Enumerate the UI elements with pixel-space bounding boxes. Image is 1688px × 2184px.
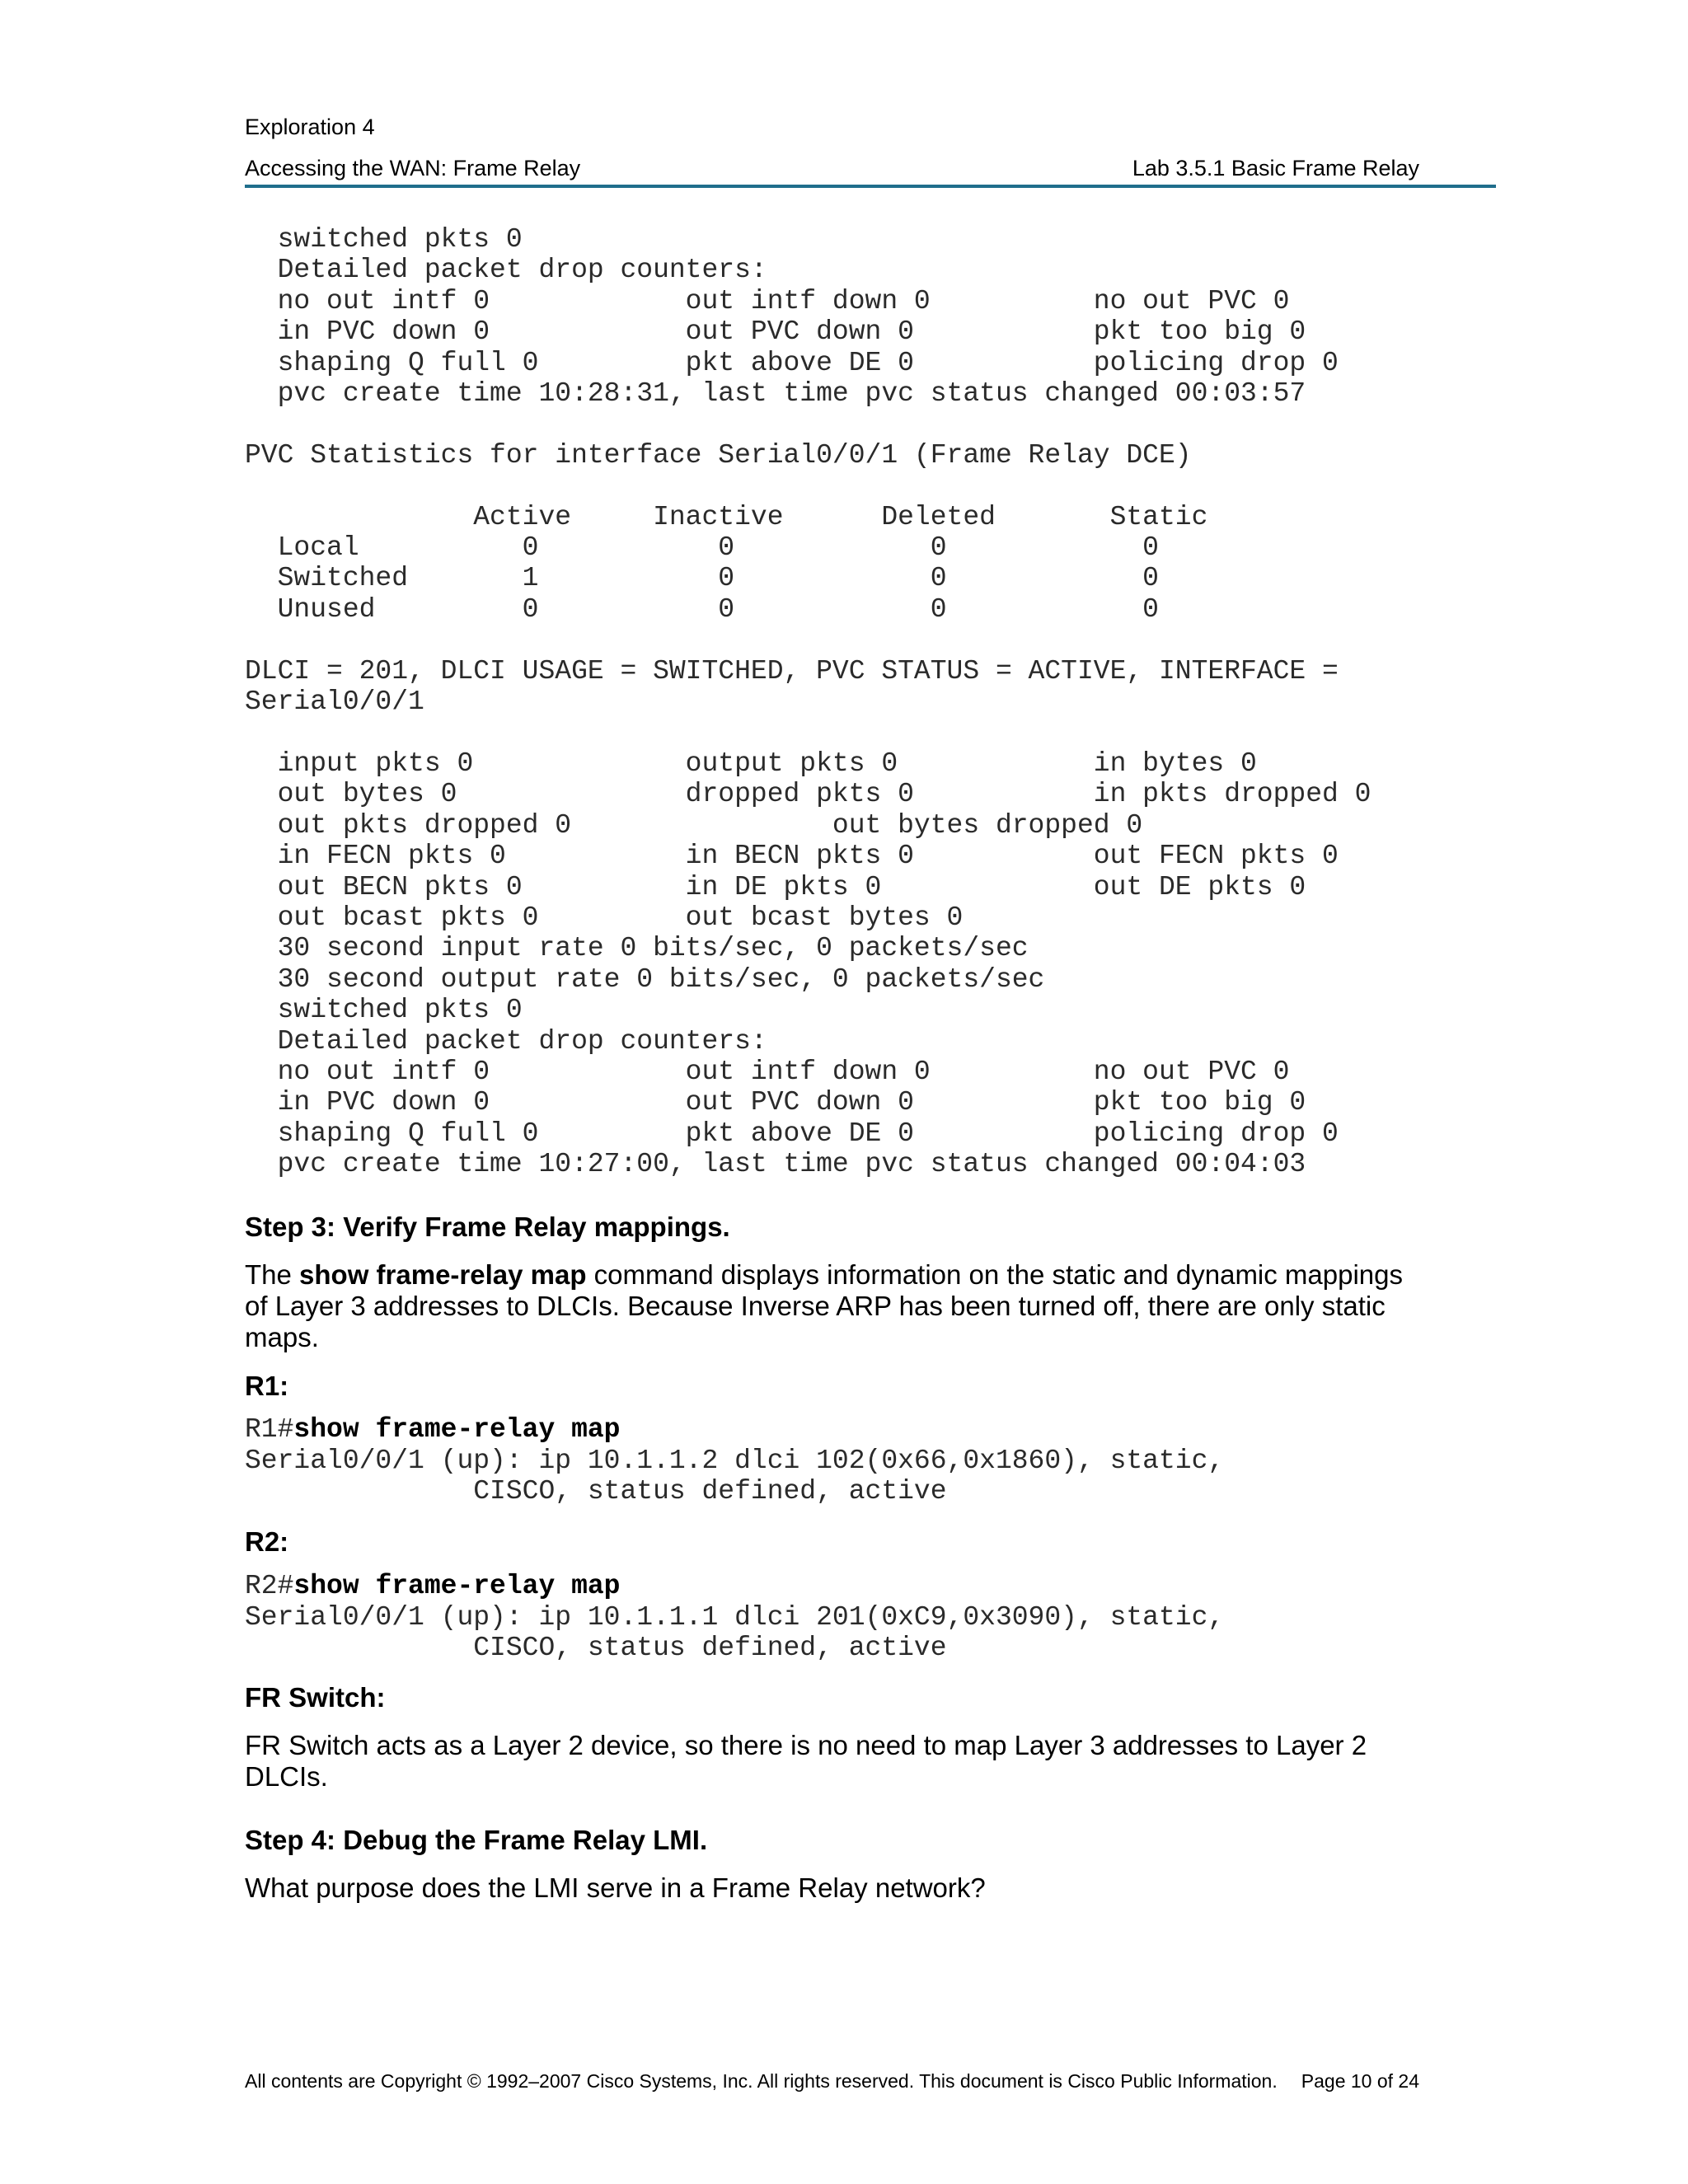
r2-command-line	[245, 1571, 1506, 1601]
pvc-statistics-output: switched pkts 0 Detailed packet drop counters: no out intf 0 out intf down 0 no out PVC 0 in PVC down 0 out PVC down 0 pkt too big 0 shaping Q full 0 pkt above DE 0 policing drop 0 pvc create time 10:28:31, last time pvc status changed 00:03:57 PVC Statistics for interface Serial0/0/1 (Frame Relay DCE) Active Inactive Deleted Static Local 0 0 0 0 Switched 1 0 0 0 Unused 0 0 0 0 DLCI = 201, DLCI USAGE = SWITCHED, PVC STATUS = ACTIVE, INTERFACE = Serial0/0/1 input pkts 0 output pkts 0 in bytes 0 out bytes 0 dropped pkts 0 in pkts dropped 0 out pkts dropped 0 out bytes dropped 0 in FECN pkts 0 in BECN pkts 0 out FECN pkts 0 out BECN pkts 0 in DE pkts 0 out DE pkts 0 out bcast pkts 0 out bcast bytes 0 30 second input rate 0 bits/sec, 0 packets/sec 30 second output rate 0 bits/sec, 0 packets/sec switched pkts 0 Detailed packet drop counters: no out intf 0 out intf down 0 no out PVC 0 in PVC down 0 out PVC down 0 pkt too big 0 shaping Q full 0 pkt above DE 0 policing drop 0 pvc create time 10:27:00, last time pvc status changed 00:04:03	[245, 224, 1372, 1180]
footer-copyright: All contents are Copyright © 1992–2007 Cisco Systems, Inc. All rights reserved. This document is Cisco Public Information.	[245, 2070, 1278, 2092]
r2-label: R2:	[245, 1526, 289, 1557]
step-3-heading: Step 3: Verify Frame Relay mappings.	[245, 1212, 730, 1242]
step-3-text-suffix: command displays information on the static and dynamic mappings of Layer 3 addresses to DLCIs. Because Inverse ARP has been turned off, there are only static maps.	[245, 1259, 1404, 1352]
fr-switch-paragraph: FR Switch acts as a Layer 2 device, so there is no need to map Layer 3 addresses to Layer 2 DLCIs.	[245, 1730, 1367, 1792]
fr-switch-label: FR Switch:	[245, 1682, 386, 1713]
header-lab-title: Lab 3.5.1 Basic Frame Relay	[1132, 156, 1419, 180]
header-course-title: Exploration 4	[245, 115, 375, 139]
step-3-paragraph	[245, 1259, 1432, 1353]
r1-label: R1:	[245, 1371, 289, 1401]
step-4-heading: Step 4: Debug the Frame Relay LMI.	[245, 1825, 708, 1855]
step-3-text-prefix: The	[245, 1259, 300, 1290]
r2-map-output: Serial0/0/1 (up): ip 10.1.1.1 dlci 201(0xC9,0x3090), static, CISCO, status defined, active	[245, 1602, 1225, 1664]
header-chapter-title: Accessing the WAN: Frame Relay	[245, 156, 581, 180]
r2-prompt: R2#	[245, 1571, 294, 1601]
step-3-command-name: show frame-relay map	[299, 1259, 587, 1290]
r1-command-line	[245, 1414, 1506, 1445]
step-4-question: What purpose does the LMI serve in a Frame Relay network?	[245, 1872, 986, 1903]
header-divider	[245, 185, 1496, 188]
r1-command: show frame-relay map	[293, 1414, 621, 1445]
r2-command: show frame-relay map	[293, 1571, 621, 1601]
r1-prompt: R1#	[245, 1414, 294, 1445]
footer-page-number: Page 10 of 24	[1301, 2070, 1419, 2092]
r1-map-output: Serial0/0/1 (up): ip 10.1.1.2 dlci 102(0x66,0x1860), static, CISCO, status defined, active	[245, 1446, 1225, 1507]
